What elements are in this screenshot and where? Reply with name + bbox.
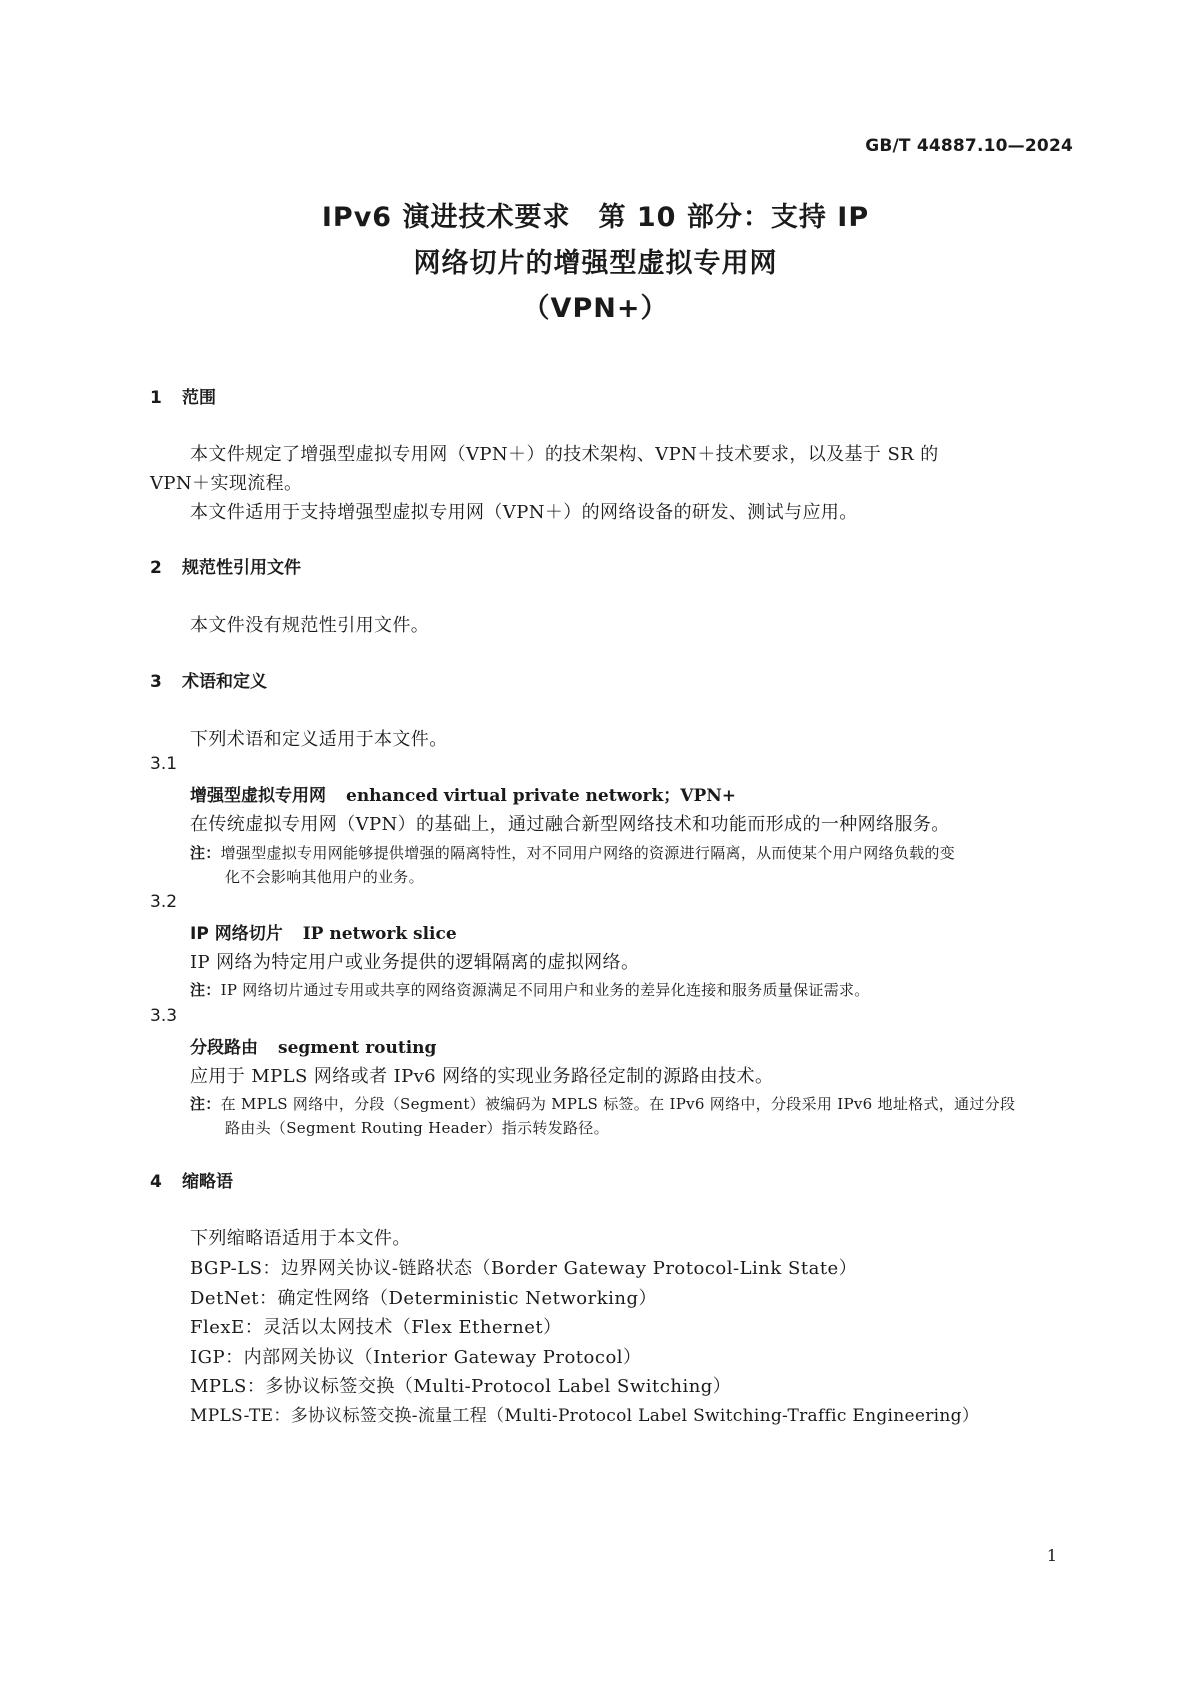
term-zh: IP 网络切片	[190, 924, 283, 944]
section-title: 缩略语	[182, 1172, 233, 1192]
section-3-intro: 下列术语和定义适用于本文件。	[190, 729, 448, 750]
term-heading	[190, 919, 457, 944]
section-title: 规范性引用文件	[182, 558, 301, 578]
section-number: 1	[150, 388, 162, 408]
term-heading	[190, 781, 736, 806]
term-note-continuation: 化不会影响其他用户的业务。	[225, 868, 424, 886]
note-label: 注：	[190, 981, 221, 999]
abbreviation-item: IGP：内部网关协议（Interior Gateway Protocol）	[190, 1347, 642, 1368]
section-1-paragraph-2: 本文件适用于支持增强型虚拟专用网（VPN＋）的网络设备的研发、测试与应用。	[190, 502, 858, 523]
doc-title-line-3: （VPN+）	[522, 293, 669, 324]
section-1-paragraph-1-line-1: 本文件规定了增强型虚拟专用网（VPN＋）的技术架构、VPN＋技术要求，以及基于 SR 的	[190, 444, 939, 465]
section-number: 4	[150, 1172, 162, 1192]
term-definition: 在传统虚拟专用网（VPN）的基础上，通过融合新型网络技术和功能而形成的一种网络服务。	[190, 814, 950, 835]
term-definition: IP 网络为特定用户或业务提供的逻辑隔离的虚拟网络。	[190, 952, 640, 973]
section-1-heading	[150, 383, 216, 408]
note-label: 注：	[190, 844, 221, 862]
abbreviation-item: MPLS：多协议标签交换（Multi-Protocol Label Switching）	[190, 1376, 732, 1397]
section-4-heading	[150, 1167, 233, 1192]
note-text: IP 网络切片通过专用或共享的网络资源满足不同用户和业务的差异化连接和服务质量保证需求。	[220, 981, 870, 999]
section-number: 3	[150, 672, 162, 692]
term-zh: 分段路由	[190, 1038, 258, 1058]
note-text: 在 MPLS 网络中，分段（Segment）被编码为 MPLS 标签。在 IPv6 网络中，分段采用 IPv6 地址格式，通过分段	[220, 1095, 1016, 1113]
term-note-continuation: 路由头（Segment Routing Header）指示转发路径。	[225, 1119, 609, 1137]
term-heading	[190, 1033, 436, 1058]
abbreviation-item: FlexE：灵活以太网技术（Flex Ethernet）	[190, 1317, 562, 1338]
standard-code: GB/T 44887.10—2024	[865, 136, 1073, 156]
doc-title-line-1: IPv6 演进技术要求 第 10 部分：支持 IP	[321, 202, 870, 233]
term-note	[190, 842, 955, 863]
section-3-heading	[150, 667, 267, 692]
term-definition: 应用于 MPLS 网络或者 IPv6 网络的实现业务路径定制的源路由技术。	[190, 1066, 774, 1087]
term-en: enhanced virtual private network；VPN+	[346, 786, 737, 806]
section-2-heading	[150, 553, 301, 578]
section-title: 术语和定义	[182, 672, 267, 692]
term-number: 3.3	[150, 1006, 178, 1026]
term-en: IP network slice	[302, 924, 457, 944]
term-number: 3.2	[150, 892, 178, 912]
abbreviation-item: DetNet：确定性网络（Deterministic Networking）	[190, 1288, 657, 1309]
abbreviation-item: BGP-LS：边界网关协议-链路状态（Border Gateway Protocol-Link State）	[190, 1258, 858, 1279]
term-number: 3.1	[150, 754, 178, 774]
section-2-paragraph: 本文件没有规范性引用文件。	[190, 615, 430, 636]
doc-title-line-2: 网络切片的增强型虚拟专用网	[413, 248, 778, 279]
section-1-paragraph-1-line-2: VPN＋实现流程。	[150, 473, 303, 494]
term-en: segment routing	[278, 1038, 437, 1058]
section-4-intro: 下列缩略语适用于本文件。	[190, 1228, 411, 1249]
section-title: 范围	[182, 388, 216, 408]
note-label: 注：	[190, 1095, 221, 1113]
note-text: 增强型虚拟专用网能够提供增强的隔离特性，对不同用户网络的资源进行隔离，从而使某个用户网络负载的变	[220, 844, 956, 862]
term-note	[190, 1093, 1015, 1114]
term-zh: 增强型虚拟专用网	[190, 786, 326, 806]
term-note	[190, 979, 870, 1000]
page-number: 1	[1046, 1546, 1057, 1565]
section-number: 2	[150, 558, 162, 578]
abbreviation-item: MPLS-TE：多协议标签交换-流量工程（Multi-Protocol Label Switching-Traffic Engineering）	[190, 1406, 980, 1426]
